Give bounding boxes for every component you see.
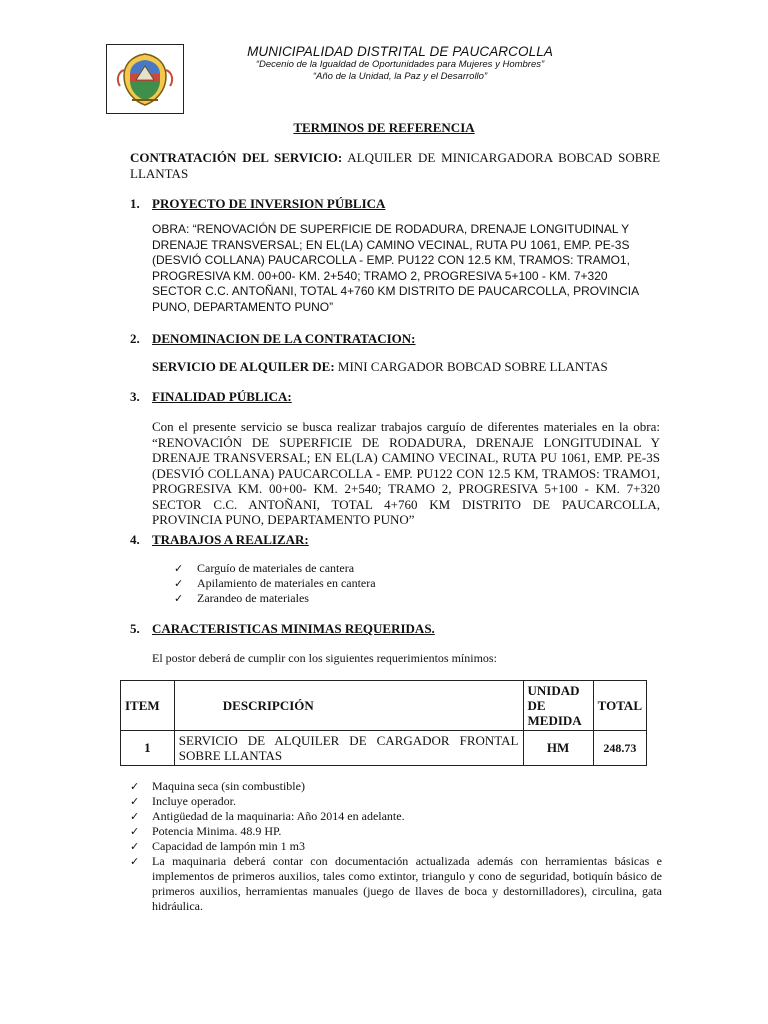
list-item-text: Capacidad de lampón min 1 m3 <box>152 839 305 853</box>
list-item <box>130 854 662 914</box>
section-4-heading <box>130 532 660 548</box>
section-3-heading <box>130 389 660 405</box>
section-1-heading <box>130 196 660 212</box>
cell-total: 248.73 <box>593 731 646 766</box>
section-number: 4. <box>130 532 140 547</box>
year-slogan: “Año de la Unidad, la Paz y el Desarrollo” <box>312 71 488 82</box>
document-title: TERMINOS DE REFERENCIA <box>293 120 475 135</box>
check-icon: ✓ <box>130 795 140 808</box>
section-number: 2. <box>130 331 140 346</box>
section-title: PROYECTO DE INVERSION PÚBLICA <box>152 196 386 211</box>
list-item-text: Potencia Minima. 48.9 HP. <box>152 824 282 838</box>
requirements-list <box>130 779 662 914</box>
contratacion-value: ALQUILER DE MINICARGADORA BOBCAD SOBRE LLANTAS <box>130 150 661 181</box>
check-icon: ✓ <box>174 562 184 575</box>
list-item <box>174 561 634 576</box>
decade-slogan: “Decenio de la Igualdad de Oportunidades para Mujeres y Hombres” <box>255 59 545 70</box>
list-item-text: La maquinaria deberá contar con documentación actualizada además con herramientas básicas e implementos de primeros auxilios, tales como extintor, triangulo y cono de seguridad, botiquín básico de primeros auxilios, herramientas manuales (juego de llaves de boca y destornilladores), circulina, gata hidráulica. <box>152 854 662 913</box>
section-title: DENOMINACION DE LA CONTRATACION: <box>152 331 416 346</box>
section-2-text <box>152 359 660 375</box>
section-1-text: OBRA: “RENOVACIÓN DE SUPERFICIE DE RODADURA, DRENAJE LONGITUDINAL Y DRENAJE TRANSVERSAL; EN EL(LA) CAMINO VECINAL, RUTA PU 1061, EMP. PE-3S (DESVIÓ COLLANA) PAUCARCOLLA - EMP. PU122 CON 12.5 KM, TRAMOS: TRAMO1, PROGRESIVA KM. 00+00- KM. 2+540; TRAMO 2, PROGRESIVA 5+100 - KM. 7+320 SECTOR C.C. ANTOÑANI, TOTAL 4+760 KM DISTRITO DE PAUCARCOLLA, PROVINCIA PUNO, DEPARTAMENTO PUNO” <box>152 222 639 314</box>
section-number: 1. <box>130 196 140 211</box>
section-title: TRABAJOS A REALIZAR: <box>152 532 309 547</box>
check-icon: ✓ <box>130 840 140 853</box>
table-row <box>121 731 647 766</box>
cell-item: 1 <box>121 731 175 766</box>
section-3-text: Con el presente servicio se busca realizar trabajos carguío de diferentes materiales en la obra: “RENOVACIÓN DE SUPERFICIE DE RODADURA, DRENAJE LONGITUDINAL Y DRENAJE TRANSVERSAL; EN EL(LA) CAMINO VECINAL, RUTA PU 1061, EMP. PE-3S (DESVIÓ COLLANA) PAUCARCOLLA - EMP. PU122 CON 12.5 KM, TRAMOS: TRAMO1, PROGRESIVA KM. 00+00- KM. 2+540; TRAMO 2, PROGRESIVA 5+100 - KM. 7+320 SECTOR C.C. ANTOÑANI, TOTAL 4+760 KM DISTRITO DE PAUCARCOLLA, PROVINCIA PUNO, DEPARTAMENTO PUNO” <box>152 419 660 527</box>
check-icon: ✓ <box>130 810 140 823</box>
service-value: MINI CARGADOR BOBCAD SOBRE LLANTAS <box>337 359 608 374</box>
section-title: FINALIDAD PÚBLICA: <box>152 389 292 404</box>
section-number: 5. <box>130 621 140 636</box>
section-5-intro: El postor deberá de cumplir con los siguientes requerimientos mínimos: <box>152 651 497 665</box>
list-item-text: Maquina seca (sin combustible) <box>152 779 305 793</box>
municipality-name: MUNICIPALIDAD DISTRITAL DE PAUCARCOLLA <box>247 44 553 59</box>
check-icon: ✓ <box>130 825 140 838</box>
municipal-crest-logo <box>106 44 184 114</box>
contratacion-label: CONTRATACIÓN DEL SERVICIO: <box>130 150 343 165</box>
list-item-text: Zarandeo de materiales <box>197 591 309 605</box>
section-title: CARACTERISTICAS MINIMAS REQUERIDAS. <box>152 621 435 636</box>
list-item <box>130 839 662 854</box>
check-icon: ✓ <box>174 592 184 605</box>
list-item <box>130 779 662 794</box>
check-icon: ✓ <box>130 780 140 793</box>
document-header <box>200 44 600 83</box>
crest-icon <box>114 50 176 108</box>
list-item-text: Antigüedad de la maquinaria: Año 2014 en adelante. <box>152 809 405 823</box>
check-icon: ✓ <box>174 577 184 590</box>
contratacion-line <box>130 150 660 182</box>
header-total: TOTAL <box>593 681 646 731</box>
list-item <box>174 576 634 591</box>
service-label: SERVICIO DE ALQUILER DE: <box>152 359 335 374</box>
check-icon: ✓ <box>130 855 140 868</box>
list-item <box>174 591 634 606</box>
list-item <box>130 809 662 824</box>
work-list <box>174 561 634 606</box>
list-item-text: Carguío de materiales de cantera <box>197 561 355 575</box>
cell-unit: HM <box>523 731 593 766</box>
list-item-text: Incluye operador. <box>152 794 236 808</box>
requirements-table <box>120 680 647 766</box>
cell-description: SERVICIO DE ALQUILER DE CARGADOR FRONTAL SOBRE LLANTAS <box>174 731 523 766</box>
table-header-row <box>121 681 647 731</box>
section-5-heading <box>130 621 660 637</box>
section-number: 3. <box>130 389 140 404</box>
list-item-text: Apilamiento de materiales en cantera <box>197 576 376 590</box>
header-unit: UNIDAD DE MEDIDA <box>523 681 593 731</box>
list-item <box>130 824 662 839</box>
header-item: ITEM <box>121 681 175 731</box>
header-description: DESCRIPCIÓN <box>174 681 523 731</box>
section-2-heading <box>130 331 660 347</box>
list-item <box>130 794 662 809</box>
